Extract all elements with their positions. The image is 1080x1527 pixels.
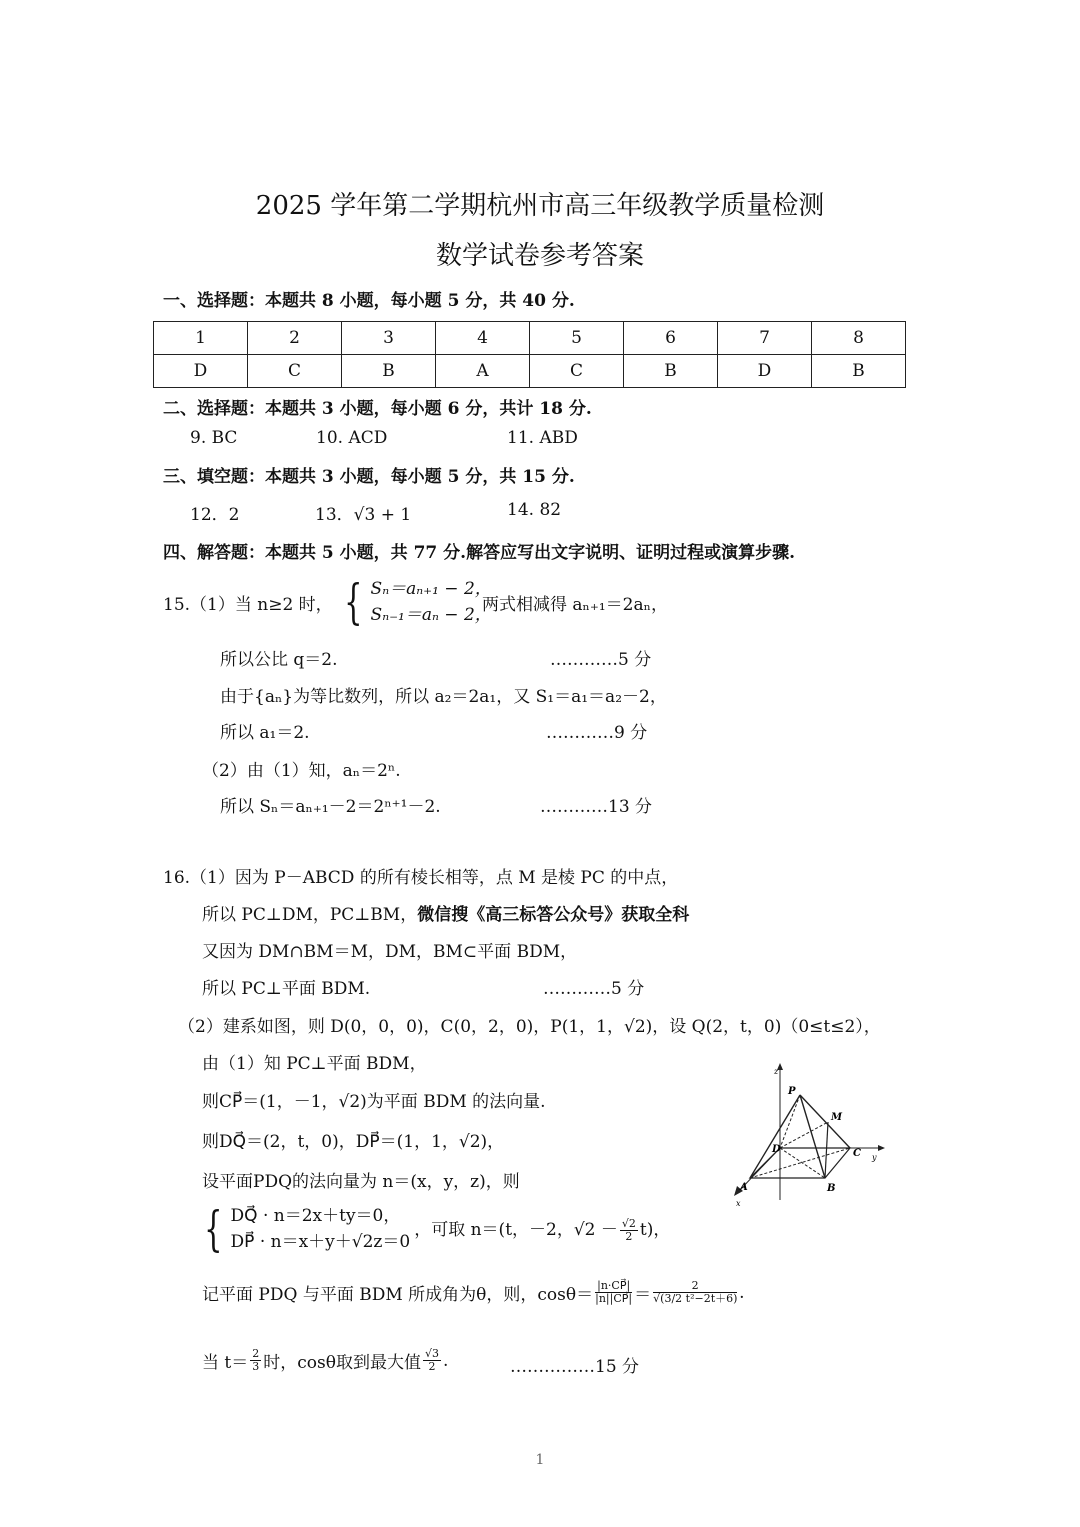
answer-letter: C <box>530 355 624 388</box>
answer-number: 4 <box>436 322 530 355</box>
answer-13-value: √3 + 1 <box>353 505 412 525</box>
answer-number: 2 <box>248 322 342 355</box>
q15-after: 两式相减得 aₙ₊₁＝2aₙ， <box>482 595 668 615</box>
q15-line4: （2）由（1）知，aₙ＝2ⁿ. <box>202 761 401 781</box>
segment-db <box>780 1148 825 1178</box>
answer-number: 6 <box>624 322 718 355</box>
q16-sys-fraction <box>620 1218 638 1243</box>
fraction-denominator: 2 <box>625 1230 633 1243</box>
fraction-numerator: √3 <box>424 1347 439 1360</box>
fraction-denominator: 2 <box>428 1360 436 1373</box>
q16-line3: 又因为 DM∩BM＝M，DM，BM⊂平面 BDM， <box>202 942 578 962</box>
q16-line7: 则CP⃗＝(1，－1，√2)为平面 BDM 的法向量. <box>202 1092 546 1112</box>
label-c: C <box>853 1148 861 1159</box>
q15-line5: 所以 Sₙ＝aₙ₊₁－2＝2ⁿ⁺¹－2. <box>220 797 441 817</box>
q16-line4: 所以 PC⊥平面 BDM. <box>202 979 371 999</box>
brace-icon: { <box>344 574 363 630</box>
q16-line8: 则DQ⃗＝(2，t，0)，DP⃗＝(1，1，√2)， <box>202 1132 505 1152</box>
pyramid-figure <box>728 1060 890 1210</box>
q16-sys-after <box>414 1215 670 1243</box>
q16-cos-fraction2 <box>653 1280 737 1305</box>
brace-icon: { <box>204 1201 223 1257</box>
q16-line12-text: 当 t＝ <box>202 1353 249 1373</box>
answer-letter: A <box>436 355 530 388</box>
answer-11: 11. ABD <box>507 428 578 448</box>
q15-eq2: Sₙ₋₁＝aₙ − 2， <box>370 605 492 625</box>
answer-table-answer-row <box>154 355 906 388</box>
label-a: A <box>740 1182 748 1193</box>
fraction-numerator: |n·CP⃗| <box>597 1279 631 1292</box>
q16-max-fraction <box>423 1348 441 1373</box>
q16-line11-text: 记平面 PDQ 与平面 BDM 所成角为θ，则，cosθ＝ <box>202 1285 594 1305</box>
answer-number: 8 <box>812 322 906 355</box>
label-z: z <box>774 1067 779 1076</box>
edge-pd <box>780 1095 800 1148</box>
q16-line11-end: . <box>739 1282 745 1303</box>
fraction-numerator: √2 <box>621 1217 636 1230</box>
fraction-denominator: 3 <box>252 1360 260 1373</box>
label-m: M <box>831 1112 843 1123</box>
q16-line2-text: 所以 PC⊥DM，PC⊥BM， <box>202 905 418 925</box>
page-number: 1 <box>535 1452 545 1468</box>
q15-equation-system <box>338 576 492 628</box>
q16-line11 <box>202 1280 745 1305</box>
q16-sys-after-end: t)， <box>639 1220 671 1240</box>
answer-14: 14. 82 <box>507 500 562 520</box>
page-title: 2025 学年第二学期杭州市高三年级教学质量检测 <box>255 191 825 221</box>
fraction-denominator: |n||CP⃗| <box>595 1292 633 1305</box>
q15-score5: …………13 分 <box>540 797 653 817</box>
answer-13 <box>315 500 411 525</box>
answer-number: 7 <box>718 322 812 355</box>
answer-letter: B <box>342 355 436 388</box>
label-p: P <box>788 1086 796 1097</box>
q15-intro: 15.（1）当 n≥2 时， <box>163 595 333 615</box>
q16-line1: 16.（1）因为 P－ABCD 的所有棱长相等，点 M 是棱 PC 的中点， <box>163 868 679 888</box>
answer-13-prefix: 13． <box>315 505 354 525</box>
answer-table <box>153 321 906 388</box>
q16-sys1: DQ⃗ · n＝2x＋ty＝0， <box>230 1206 401 1226</box>
fraction-numerator: 2 <box>252 1347 260 1360</box>
label-d: D <box>772 1144 781 1155</box>
y-axis-arrow <box>878 1145 885 1151</box>
answer-letter: D <box>718 355 812 388</box>
section3-heading: 三、填空题：本题共 3 小题，每小题 5 分，共 15 分. <box>163 467 575 487</box>
q15-score1: …………5 分 <box>550 650 652 670</box>
answer-letter: D <box>154 355 248 388</box>
q16-line5: （2）建系如图，则 D(0，0，0)，C(0，2，0)，P(1，1，√2)，设 Q(2，t，0)（0≤t≤2）， <box>178 1017 881 1037</box>
q16-watermark-text: 微信搜《高三标答公众号》获取全科 <box>417 905 690 925</box>
q16-line6: 由（1）知 PC⊥平面 BDM， <box>202 1054 427 1074</box>
q16-score4: …………5 分 <box>543 979 645 999</box>
label-y: y <box>872 1153 877 1162</box>
fraction-denominator: √(3/2 t²−2t＋6) <box>653 1292 738 1305</box>
q15-eq1: Sₙ＝aₙ₊₁ − 2， <box>370 579 492 599</box>
q16-line12-end: . <box>442 1350 449 1371</box>
q16-line2 <box>202 900 689 925</box>
edge-pa <box>750 1095 800 1178</box>
label-b: B <box>827 1183 836 1194</box>
q16-t-fraction <box>250 1348 261 1373</box>
answer-9: 9. BC <box>190 428 238 448</box>
q15-line1: 所以公比 q＝2. <box>220 650 338 670</box>
answer-letter: B <box>624 355 718 388</box>
q16-line12 <box>202 1348 448 1373</box>
q16-line9: 设平面PDQ的法向量为 n＝(x，y，z)，则 <box>202 1172 520 1192</box>
q16-sys-after-text: ，可取 n＝(t，－2，√2 － <box>414 1220 618 1240</box>
q16-score12: ……………15 分 <box>510 1357 640 1377</box>
answer-number: 5 <box>530 322 624 355</box>
q16-line12-mid: 时，cosθ取到最大值 <box>263 1353 421 1373</box>
label-x: x <box>736 1199 741 1208</box>
q15-score3: …………9 分 <box>546 723 648 743</box>
answer-number: 1 <box>154 322 248 355</box>
q16-line11-equals: ＝ <box>634 1285 652 1305</box>
segment-dm <box>780 1122 828 1148</box>
section4-heading: 四、解答题：本题共 5 小题，共 77 分.解答应写出文字说明、证明过程或演算步骤. <box>163 543 795 563</box>
section1-heading: 一、选择题：本题共 8 小题，每小题 5 分，共 40 分. <box>163 291 575 311</box>
answer-letter: B <box>812 355 906 388</box>
q16-equation-system <box>198 1203 670 1255</box>
section2-heading: 二、选择题：本题共 3 小题，每小题 6 分，共计 18 分. <box>163 399 592 419</box>
answer-10: 10. ACD <box>316 428 388 448</box>
answer-table-number-row <box>154 322 906 355</box>
fraction-numerator: 2 <box>653 1280 737 1293</box>
answer-letter: C <box>248 355 342 388</box>
answer-number: 3 <box>342 322 436 355</box>
q16-sys2: DP⃗ · n＝x＋y＋√2z＝0 <box>230 1232 411 1252</box>
q15-line2: 由于{aₙ}为等比数列，所以 a₂＝2a₁，又 S₁＝a₁＝a₂－2， <box>220 687 667 707</box>
q16-cos-fraction1 <box>595 1280 632 1305</box>
page-subtitle: 数学试卷参考答案 <box>435 241 644 271</box>
segment-bm <box>825 1122 828 1178</box>
q15-line3: 所以 a₁＝2. <box>220 723 310 743</box>
answer-12: 12．2 <box>190 505 240 525</box>
